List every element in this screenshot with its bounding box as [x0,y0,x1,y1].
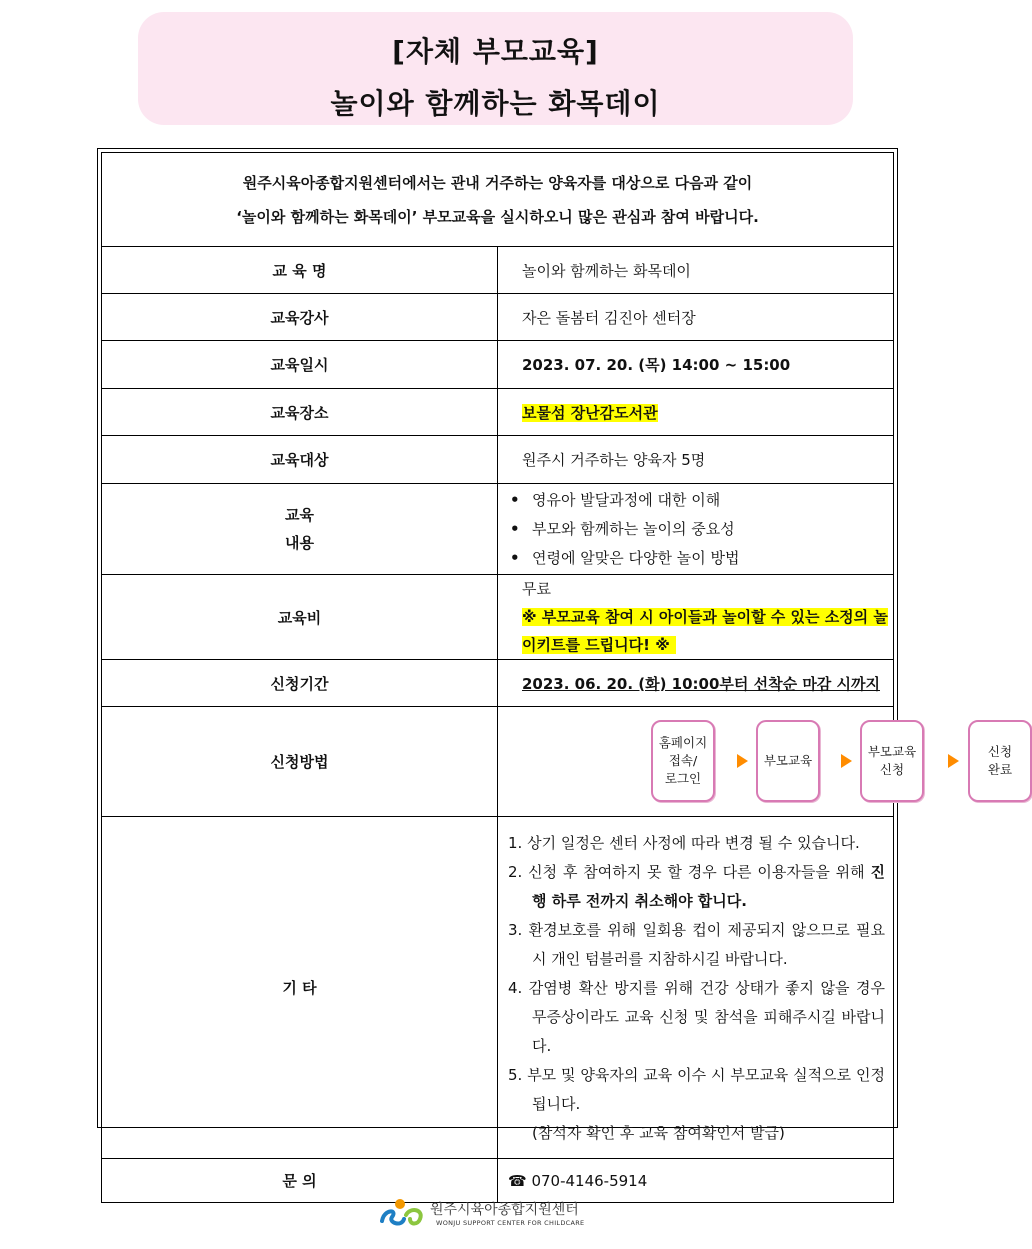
list-item [508,858,893,916]
info-frame [97,148,1013,1190]
info-table [101,152,1013,1203]
value-place: 보물섬 장난감도서관 [522,403,658,422]
org-name-en: WONJU SUPPORT CENTER FOR CHILDCARE [436,1219,585,1227]
step-1-line-1: 홈페이지 [658,734,708,750]
step-education-apply [860,720,924,802]
label-name: 교 육 명 [102,247,498,294]
fee-cell [498,575,894,660]
value-datetime: 2023. 07. 20. (목) 14:00 ~ 15:00 [498,341,894,389]
list-item: • 부모와 함께하는 놀이의 중요성 [510,515,893,544]
content-list [498,486,893,573]
step-1-line-3: 로그인 [664,770,702,786]
label-fee: 교육비 [102,575,498,660]
note-2-emphasis: 진행 하루 전까지 취소해야 합니다. [532,863,885,910]
title-line-2: 놀이와 함께하는 화목데이 [330,87,661,120]
label-etc: 기 타 [102,817,498,1159]
label-contact: 문 의 [102,1159,498,1203]
step-3-line-2: 신청 [879,761,905,777]
list-item: (참석자 확인 후 교육 참여확인서 발급) [532,1124,785,1142]
list-item: • 영유아 발달과정에 대한 이해 [510,486,893,515]
content-list-cell [498,484,894,575]
label-place: 교육장소 [102,389,498,436]
step-3-line-1: 부모교육 [867,743,917,759]
fee-note: ※ 부모교육 참여 시 아이들과 놀이할 수 있는 소정의 놀이키트를 드립니다! ※ [522,608,888,654]
step-2-line-1: 부모교육 [763,752,813,768]
step-1-line-2: 접속/ [668,752,698,768]
value-contact: ☎ 070-4146-5914 [498,1159,894,1203]
value-lecturer: 자은 돌봄터 김진아 센터장 [498,294,894,341]
label-method: 신청방법 [102,707,498,817]
label-datetime: 교육일시 [102,341,498,389]
notes-list [498,817,893,1158]
value-target: 원주시 거주하는 양육자 5명 [498,436,894,484]
value-fee: 무료 [522,580,551,598]
list-item: 3. 환경보호를 위해 일회용 컵이 제공되지 않으므로 필요 시 개인 텀블러를 지참하시길 바랍니다. [508,921,885,968]
intro-text [102,153,894,247]
method-cell [498,707,1013,817]
label-period: 신청기간 [102,660,498,707]
label-content-line-1: 교육 [285,506,314,524]
title-line-1: [자체 부모교육] [392,35,599,68]
list-item: 1. 상기 일정은 센터 사정에 따라 변경 될 수 있습니다. [508,834,860,852]
arrow-right-icon [737,754,748,768]
arrow-right-icon [948,754,959,768]
label-lecturer: 교육강사 [102,294,498,341]
application-flow [498,708,1013,816]
step-4-line-2: 완료 [987,761,1013,777]
note-2-text: 2. 신청 후 참여하지 못 할 경우 다른 이용자들을 위해 [508,863,871,881]
label-content [102,484,498,575]
org-name: 원주시육아종합지원센터 [430,1202,579,1218]
logo-swoosh-blue [382,1211,404,1223]
step-4-line-1: 신청 [987,743,1013,759]
list-item: 5. 부모 및 양육자의 교육 이수 시 부모교육 실적으로 인정됩니다. [508,1066,885,1113]
title-banner [138,12,853,125]
step-apply-complete [968,720,1032,802]
label-content-line-2: 내용 [285,534,314,552]
notes-cell [498,817,894,1159]
label-target: 교육대상 [102,436,498,484]
step-parent-education [756,720,820,802]
arrow-right-icon [841,754,852,768]
step-homepage-login [651,720,715,802]
list-item: 4. 감염병 확산 방지를 위해 건강 상태가 좋지 않을 경우 무증상이라도 교육 신청 및 참석을 피해주시길 바랍니다. [508,979,885,1055]
value-name: 놀이와 함께하는 화목데이 [498,247,894,294]
intro-line-2: ‘놀이와 함께하는 화목데이’ 부모교육을 실시하오니 많은 관심과 참여 바랍니다. [236,207,759,226]
logo-dot-orange [395,1199,405,1209]
value-period: 2023. 06. 20. (화) 10:00부터 선착순 마감 시까지 [522,674,880,693]
list-item: • 연령에 알맞은 다양한 놀이 방법 [510,544,893,573]
logo-swoosh-green [406,1210,421,1223]
intro-line-1: 원주시육아종합지원센터에서는 관내 거주하는 양육자를 대상으로 다음과 같이 [242,173,753,192]
